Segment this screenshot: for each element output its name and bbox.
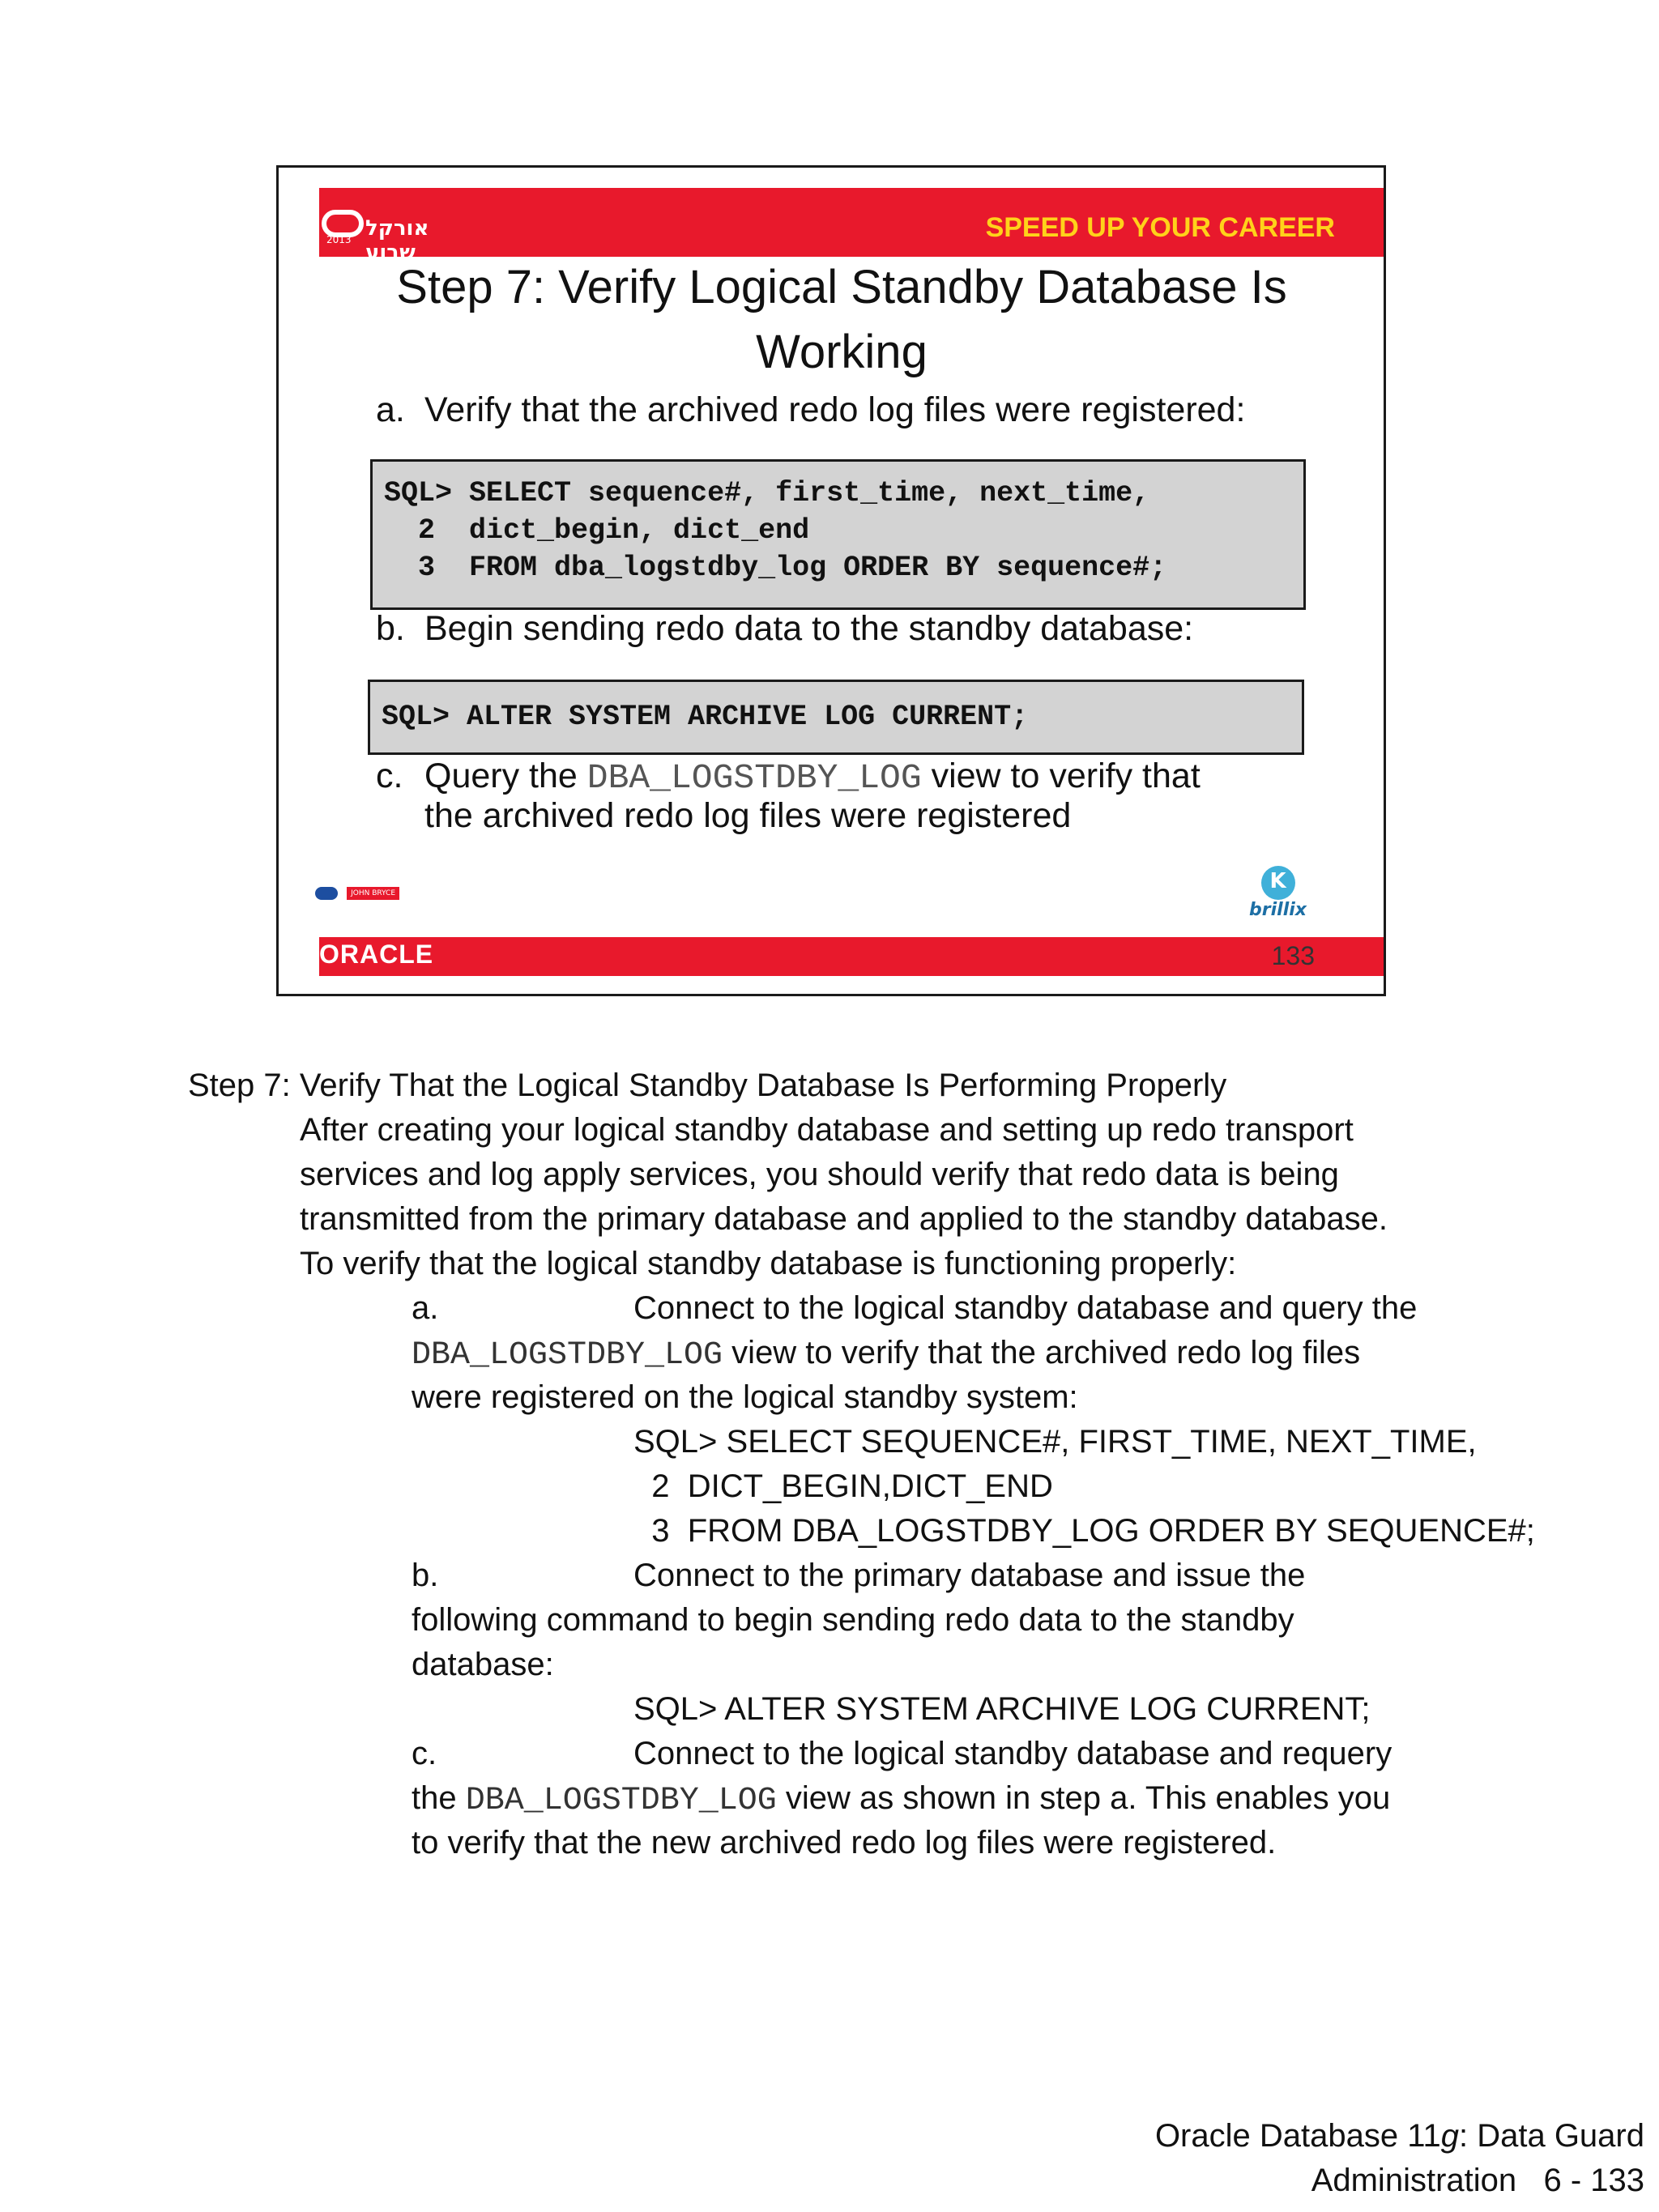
- slide-bottom-banner: [319, 937, 1384, 976]
- notes-a-sql-line: 2 DICT_BEGIN,DICT_END: [633, 1468, 1053, 1504]
- notes-intro-line: To verify that the logical standby database is functioning properly:: [300, 1246, 1237, 1281]
- notes-a-letter: a.: [412, 1290, 439, 1326]
- slide-title-line1: Step 7: Verify Logical Standby Database Is: [396, 261, 1287, 313]
- slide-code-block-a: [370, 459, 1306, 610]
- notes-a-sql-line: SQL> SELECT SEQUENCE#, FIRST_TIME, NEXT_TIME,: [633, 1424, 1477, 1460]
- slide-title-line2: Working: [756, 326, 928, 378]
- brillix-mark-icon: [1261, 866, 1295, 900]
- notes-a-sql-line: 3 FROM DBA_LOGSTDBY_LOG ORDER BY SEQUENCE#;: [633, 1513, 1535, 1549]
- logo-text: אורקל שבוע: [365, 216, 429, 265]
- notes-c-line2-rest: view as shown in step a. This enables you: [776, 1780, 1391, 1816]
- notes-b-line3: database:: [412, 1647, 554, 1682]
- footer-line1-italic: g: [1440, 2118, 1459, 2154]
- notes-intro-line: transmitted from the primary database and applied to the standby database.: [300, 1201, 1388, 1237]
- slide-step-a-text: Verify that the archived redo log files were registered:: [424, 390, 1246, 429]
- slide-image: [276, 165, 1386, 996]
- slide-step-a-letter: a.: [376, 390, 405, 429]
- partner-logos: [315, 884, 399, 909]
- notes-c-line1: Connect to the logical standby database and requery: [633, 1736, 1392, 1771]
- notes-b-sql: SQL> ALTER SYSTEM ARCHIVE LOG CURRENT;: [633, 1691, 1371, 1727]
- notes-a-line3: were registered on the logical standby system:: [412, 1379, 1078, 1415]
- slide-title: [327, 255, 1356, 385]
- slide-code-block-b: [368, 680, 1304, 755]
- notes-c-line2-pre: the: [412, 1780, 466, 1816]
- brillix-logo: [1249, 866, 1307, 920]
- slide-step-c-letter: c.: [376, 757, 403, 795]
- partner-globe-icon: [315, 887, 338, 900]
- page-footer: [1155, 2114, 1644, 2203]
- notes-c-code: DBA_LOGSTDBY_LOG: [465, 1783, 777, 1819]
- notes-intro-line: services and log apply services, you should verify that redo data is being: [300, 1157, 1339, 1192]
- slide-step-c-code: DBA_LOGSTDBY_LOG: [586, 758, 922, 798]
- notes-b-line1: Connect to the primary database and issue the: [633, 1558, 1306, 1593]
- code-line: SQL> ALTER SYSTEM ARCHIVE LOG CURRENT;: [382, 701, 1029, 733]
- logo-year: 2013: [326, 234, 352, 245]
- notes-a-line2: [412, 1332, 1360, 1376]
- slide-tagline: SPEED UP YOUR CAREER: [985, 212, 1335, 243]
- oracle-logo: ORACLE: [319, 940, 434, 969]
- slide-step-c-text-post: view to verify that: [921, 757, 1201, 795]
- john-bryce-logo: JOHN BRYCE: [347, 887, 399, 900]
- notes-b-line2: following command to begin sending redo data to the standby: [412, 1602, 1294, 1638]
- notes-c-line2: [412, 1778, 1390, 1822]
- notes-c-line3: to verify that the new archived redo log files were registered.: [412, 1825, 1277, 1860]
- code-line: SQL> SELECT sequence#, first_time, next_time,: [384, 477, 1150, 509]
- brillix-name: brillix: [1249, 900, 1307, 920]
- slide-step-a: [376, 390, 1245, 430]
- footer-line1-pre: Oracle Database 11: [1154, 2118, 1441, 2154]
- footer-line2: Administration 6 - 133: [1311, 2163, 1644, 2198]
- notes-heading: Step 7: Verify That the Logical Standby Database Is Performing Properly: [188, 1068, 1227, 1103]
- slide-step-c-text-pre: Query the: [424, 757, 587, 795]
- notes-a-code: DBA_LOGSTDBY_LOG: [412, 1337, 723, 1374]
- footer-line1: [1155, 2114, 1644, 2159]
- oracle-week-logo: [322, 202, 484, 265]
- notes-a-line2-rest: view to verify that the archived redo log files: [723, 1335, 1361, 1370]
- slide-step-b-letter: b.: [376, 609, 405, 648]
- slide-step-c: [376, 757, 1201, 835]
- slide-step-b-text: Begin sending redo data to the standby database:: [424, 609, 1194, 648]
- code-line: 3 FROM dba_logstdby_log ORDER BY sequence#;: [384, 552, 1167, 584]
- slide-step-c-line2: the archived redo log files were registered: [424, 796, 1072, 835]
- notes-intro-line: After creating your logical standby database and setting up redo transport: [300, 1112, 1354, 1148]
- footer-line1-post: : Data Guard: [1458, 2118, 1644, 2154]
- notes-c-letter: c.: [412, 1736, 437, 1771]
- notes-b-letter: b.: [412, 1558, 439, 1593]
- slide-step-b: [376, 609, 1193, 649]
- logo-ring-icon: [322, 210, 364, 237]
- slide-number: 133: [1271, 941, 1315, 970]
- code-line: 2 dict_begin, dict_end: [384, 514, 810, 547]
- notes-a-line1: Connect to the logical standby database and query the: [633, 1290, 1418, 1326]
